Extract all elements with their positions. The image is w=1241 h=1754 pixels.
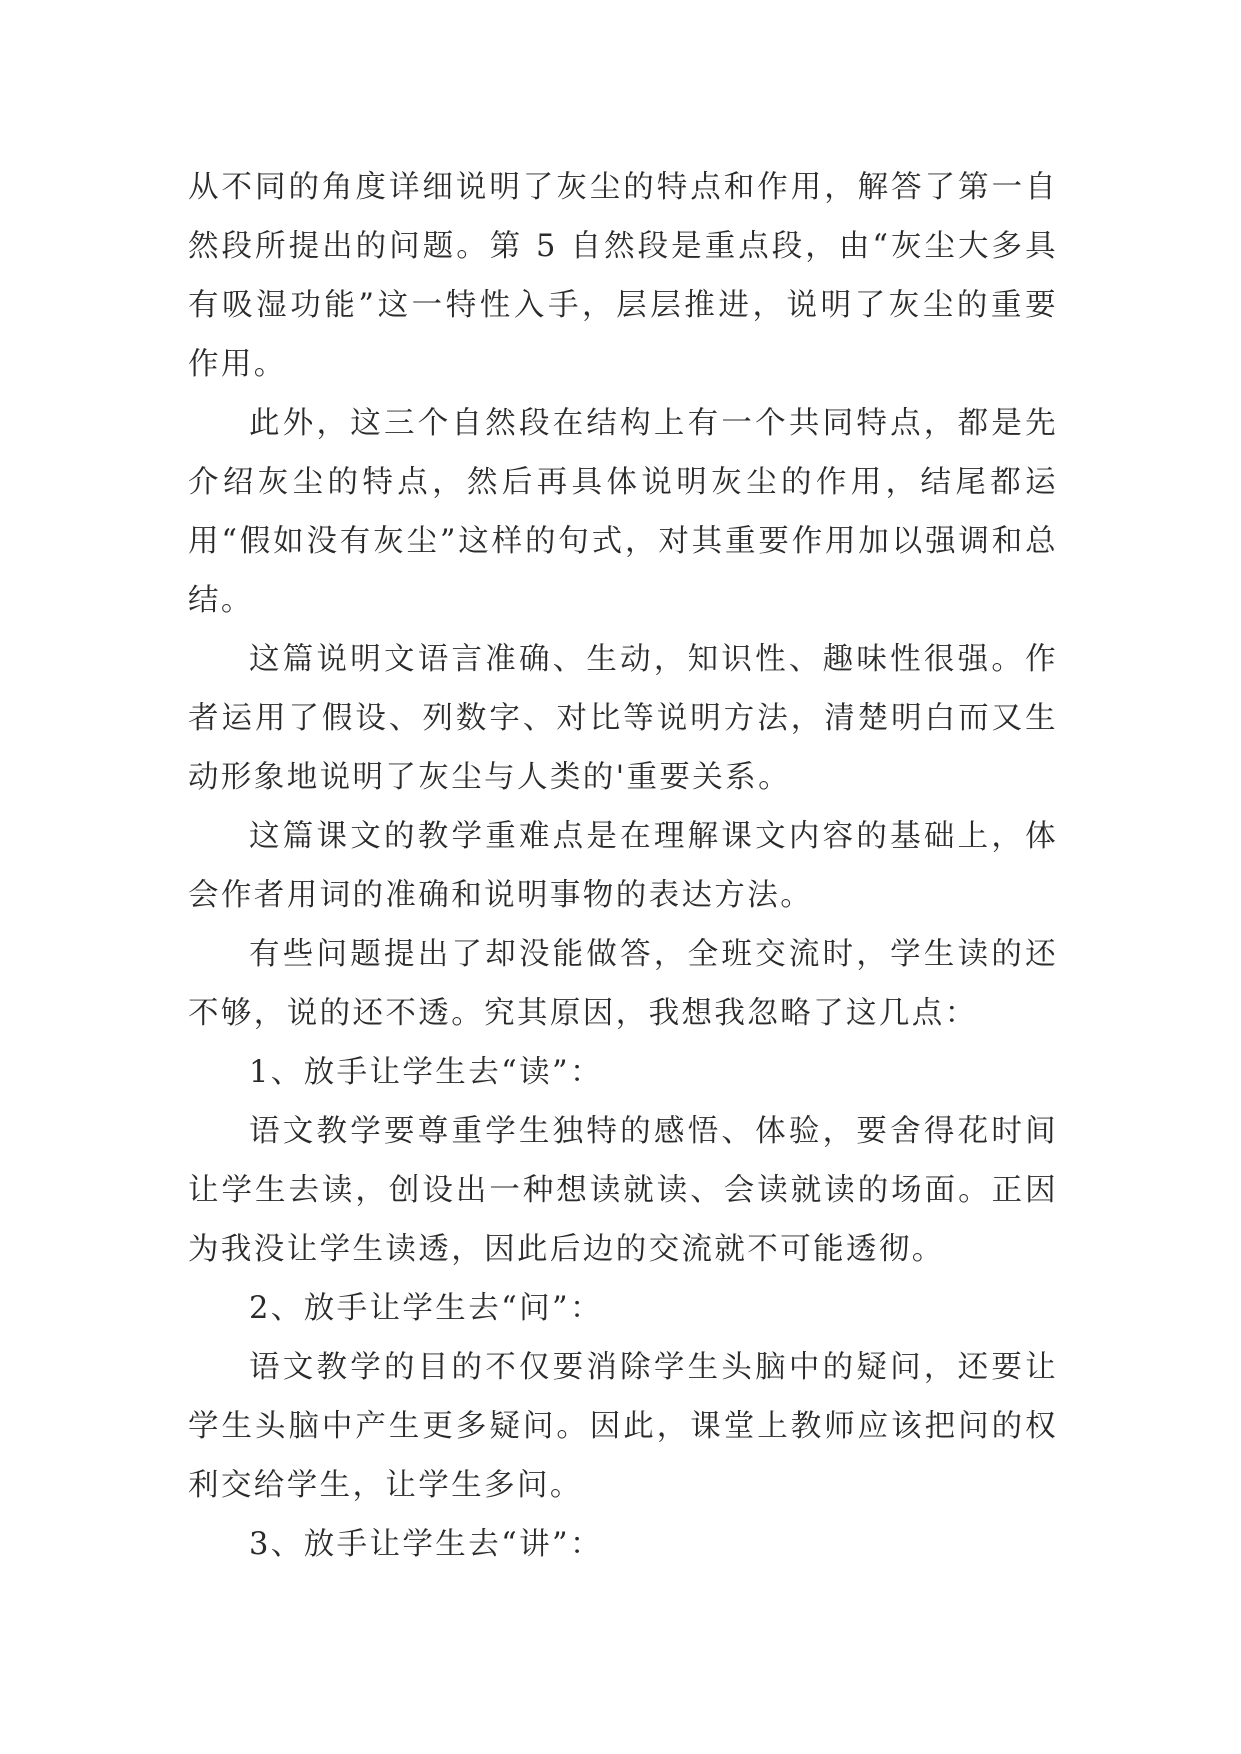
- list-heading: 1、放手让学生去“读”：: [249, 1055, 603, 1090]
- paragraph: 语文教学的目的不仅要消除学生头脑中的疑问，还要让学生头脑中产生更多疑问。因此，课堂上教师应该把问的权利交给学生，让学生多问。: [188, 1350, 1058, 1503]
- list-heading: 3、放手让学生去“讲”：: [249, 1527, 603, 1562]
- paragraph: 语文教学要尊重学生独特的感悟、体验，要舍得花时间让学生去读，创设出一种想读就读、会读就读的场面。正因为我没让学生读透，因此后边的交流就不可能透彻。: [188, 1114, 1058, 1267]
- paragraph: 此外，这三个自然段在结构上有一个共同特点，都是先介绍灰尘的特点，然后再具体说明灰尘的作用，结尾都运用“假如没有灰尘”这样的句式，对其重要作用加以强调和总结。: [188, 406, 1058, 618]
- paragraph: 这篇说明文语言准确、生动，知识性、趣味性很强。作者运用了假设、列数字、对比等说明方法，清楚明白而又生动形象地说明了灰尘与人类的'重要关系。: [188, 642, 1058, 795]
- list-heading: 2、放手让学生去“问”：: [249, 1291, 603, 1326]
- paragraph: 这篇课文的教学重难点是在理解课文内容的基础上，体会作者用词的准确和说明事物的表达方法。: [188, 819, 1058, 913]
- paragraph: 从不同的角度详细说明了灰尘的特点和作用，解答了第一自然段所提出的问题。第 5 自然段是重点段，由“灰尘大多具有吸湿功能”这一特性入手，层层推进，说明了灰尘的重要作用。: [188, 170, 1058, 382]
- document-body: [188, 158, 1058, 1574]
- paragraph: 有些问题提出了却没能做答，全班交流时，学生读的还不够，说的还不透。究其原因，我想我忽略了这几点：: [188, 937, 1058, 1031]
